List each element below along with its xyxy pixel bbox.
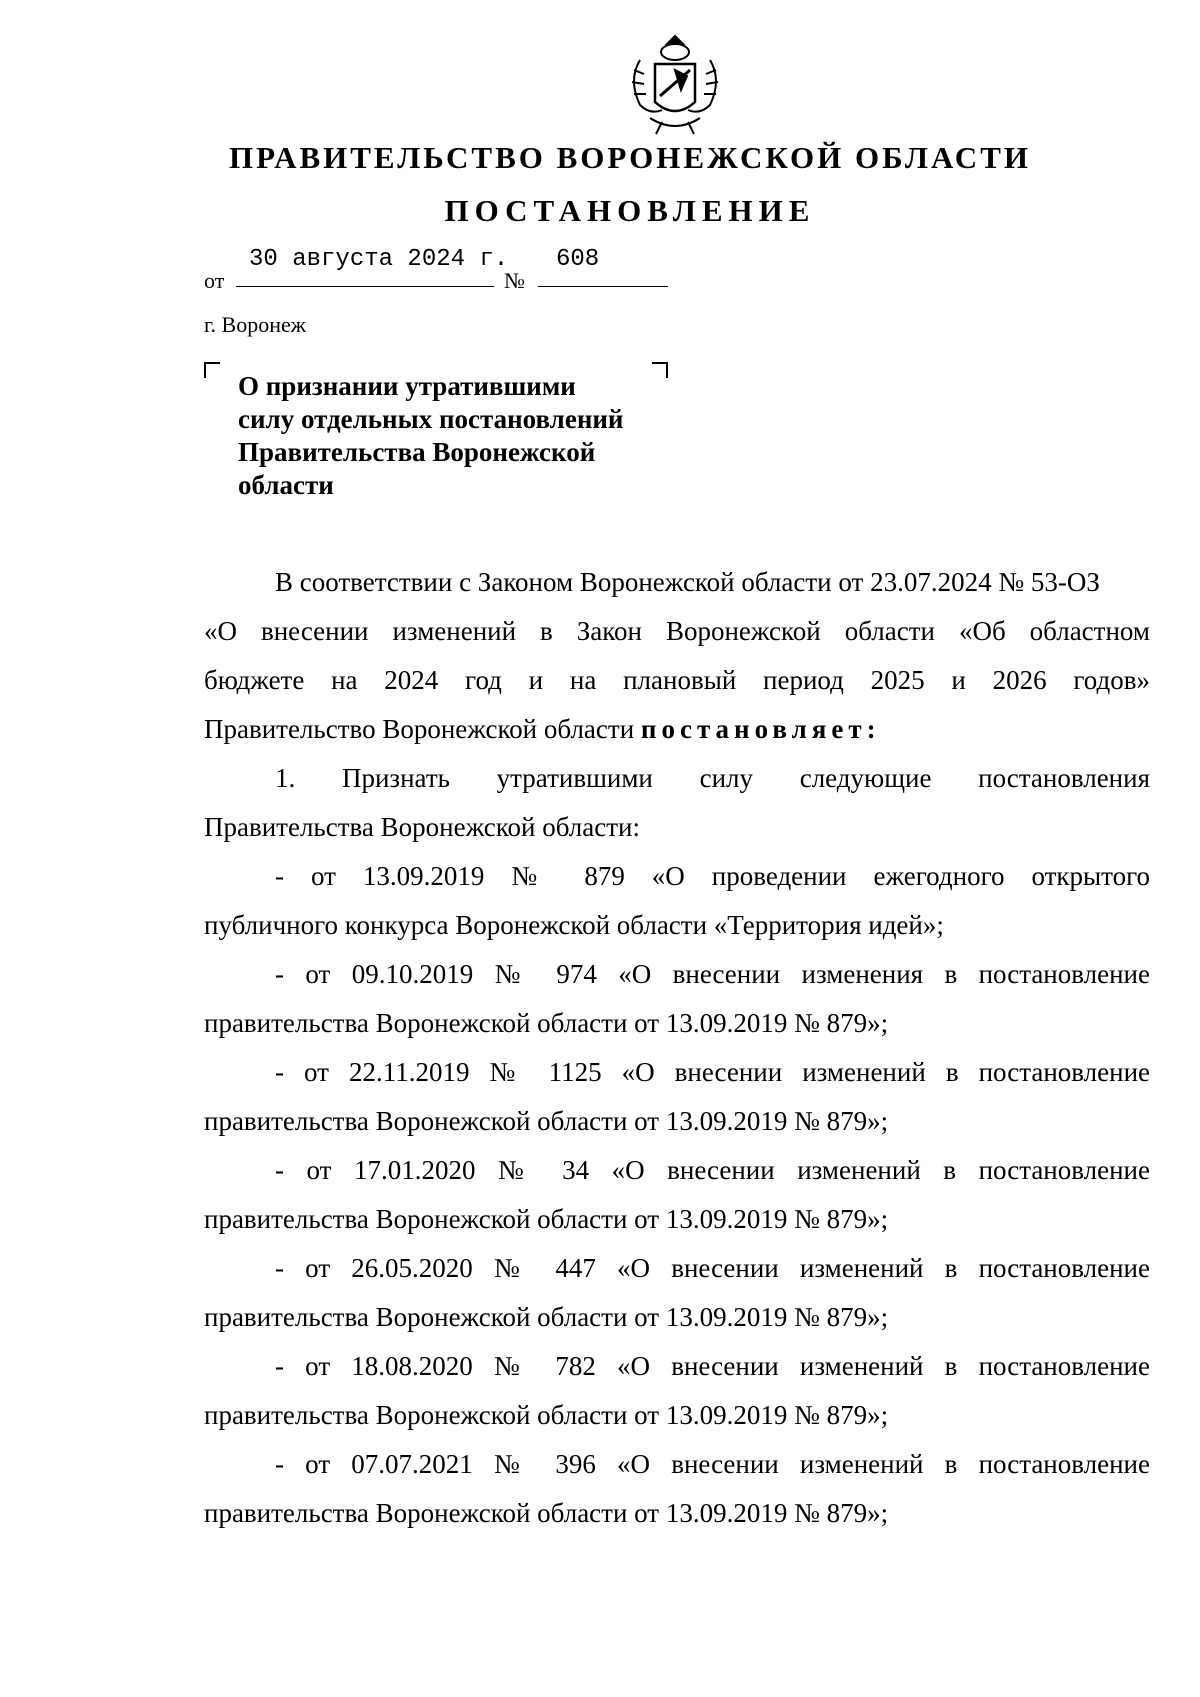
- preamble-line: бюджете на 2024 год и на плановый период 2025 и 2026 годов»: [204, 665, 1150, 695]
- list-item-line: - от 22.11.2019 № 1125 «О внесении изменений в постановление: [275, 1057, 1150, 1087]
- list-item-line: правительства Воронежской области от 13.09.2019 № 879»;: [204, 1302, 889, 1332]
- list-item-line: - от 13.09.2019 № 879 «О проведении ежегодного открытого: [275, 861, 1150, 891]
- preamble-line: В соответствии с Законом Воронежской области от 23.07.2024 № 53-ОЗ: [275, 567, 1100, 597]
- document-body: [204, 558, 1150, 1538]
- list-item-line: - от 07.07.2021 № 396 «О внесении изменений в постановление: [275, 1449, 1150, 1479]
- list-item-line: правительства Воронежской области от 13.09.2019 № 879»;: [204, 1204, 889, 1234]
- item1-line: 1. Признать утратившими силу следующие постановления: [275, 763, 1150, 793]
- list-item-line: - от 17.01.2020 № 34 «О внесении изменений в постановление: [275, 1155, 1150, 1185]
- subject-line: силу отдельных постановлений: [238, 404, 624, 434]
- preamble-text: Правительство Воронежской области: [204, 714, 641, 744]
- list-item-line: - от 18.08.2020 № 782 «О внесении изменений в постановление: [275, 1351, 1150, 1381]
- document-date: 30 августа 2024 г.: [249, 246, 509, 273]
- subject-line: О признании утратившими: [238, 371, 576, 401]
- decree-word: постановляет:: [640, 714, 881, 744]
- list-item-line: публичного конкурса Воронежской области «Территория идей»;: [204, 910, 944, 940]
- document-subject: [238, 370, 668, 502]
- number-label: №: [504, 268, 525, 293]
- date-underline: [236, 286, 494, 287]
- document-number: 608: [556, 246, 600, 273]
- preamble-line: [204, 705, 1150, 754]
- document-type-title: ПОСТАНОВЛЕНИЕ: [444, 193, 816, 228]
- coat-of-arms-emblem: [620, 30, 730, 140]
- list-item-line: правительства Воронежской области от 13.09.2019 № 879»;: [204, 1008, 889, 1038]
- organization-title: ПРАВИТЕЛЬСТВО ВОРОНЕЖСКОЙ ОБЛАСТИ: [229, 140, 1031, 175]
- date-number-row: [204, 246, 684, 293]
- preamble-line: «О внесении изменений в Закон Воронежской области «Об областном: [204, 616, 1150, 646]
- list-item-line: - от 26.05.2020 № 447 «О внесении изменений в постановление: [275, 1253, 1150, 1283]
- number-underline: [538, 286, 668, 287]
- city-name: г. Воронеж: [204, 312, 306, 337]
- date-prefix: от: [204, 268, 225, 293]
- list-item-line: правительства Воронежской области от 13.09.2019 № 879»;: [204, 1400, 889, 1430]
- subject-corner-left: [204, 362, 220, 378]
- list-item-line: - от 09.10.2019 № 974 «О внесении изменения в постановление: [275, 959, 1150, 989]
- subject-line: области: [238, 470, 334, 500]
- item1-line: Правительства Воронежской области:: [204, 812, 640, 842]
- list-item-line: правительства Воронежской области от 13.09.2019 № 879»;: [204, 1106, 889, 1136]
- list-item-line: правительства Воронежской области от 13.09.2019 № 879»;: [204, 1498, 889, 1528]
- subject-line: Правительства Воронежской: [238, 437, 596, 467]
